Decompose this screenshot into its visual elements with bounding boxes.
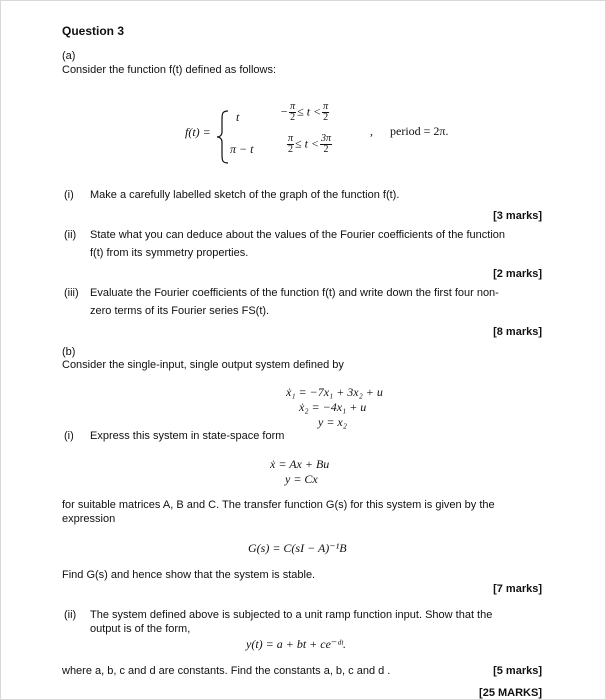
comma: ,: [370, 124, 373, 138]
fraction-3pi-over-2: $\frac{3\pi}{2}$: [321, 133, 332, 155]
case2-expr: π − t: [230, 142, 254, 156]
fraction-pi-over-2: $\frac{\pi}{2}$: [323, 101, 329, 123]
item-b-i-number: (i): [64, 430, 74, 442]
item-a-ii-line1: State what you can deduce about the values of the Fourier coefficients of the function: [90, 229, 506, 241]
case2-condition: [286, 134, 333, 155]
item-a-i-text: Make a carefully labelled sketch of the graph of the function f(t).: [90, 189, 400, 201]
item-b-i-text: Express this system in state-space form: [90, 430, 285, 442]
equation-x1-dot: ẋ₁ = −7x₁ + 3x₂ + u: [286, 385, 383, 399]
period-statement: period = 2π.: [390, 124, 449, 138]
item-a-iii-number: (iii): [64, 287, 79, 299]
item-a-ii-line2: f(t) from its symmetry properties.: [90, 247, 249, 259]
item-b-ii-line1: The system defined above is subjected to a unit ramp function input. Show that the: [90, 609, 493, 621]
equation-output: y = x₂: [318, 415, 347, 429]
item-a-i-number: (i): [64, 189, 74, 201]
inequality: ≤ t <: [295, 136, 320, 151]
minus-sign: −: [280, 104, 289, 119]
part-b-label: (b): [62, 346, 76, 358]
part-a-label: (a): [62, 50, 76, 62]
question-title: Question 3: [62, 24, 125, 38]
function-name: f(t) =: [185, 125, 211, 139]
output-equation: y = Cx: [285, 472, 318, 486]
equation-x2-dot: ẋ₂ = −4x₁ + u: [299, 400, 367, 414]
where-constants-text: where a, b, c and d are constants. Find the constants a, b, c and d .: [62, 665, 391, 677]
item-a-iii-line1: Evaluate the Fourier coefficients of the function f(t) and write down the first four non-: [90, 287, 499, 299]
marks-a-i: [3 marks]: [493, 210, 542, 222]
inequality: ≤ t <: [297, 104, 322, 119]
state-equation: ẋ = Ax + Bu: [270, 457, 330, 471]
item-a-iii-line2: zero terms of its Fourier series FS(t).: [90, 305, 270, 317]
item-b-ii-number: (ii): [64, 609, 77, 621]
marks-b-i: [7 marks]: [493, 583, 542, 595]
marks-b-ii: [5 marks]: [493, 665, 542, 677]
transfer-line1: for suitable matrices A, B and C. The transfer function G(s) for this system is given by the: [62, 499, 495, 511]
find-gs-text: Find G(s) and hence show that the system is stable.: [62, 569, 316, 581]
left-brace-icon: [216, 110, 230, 164]
part-b-intro: Consider the single-input, single output system defined by: [62, 359, 344, 371]
transfer-line2: expression: [62, 513, 116, 525]
output-form: y(t) = a + bt + ce⁻ᵈᵗ.: [246, 637, 347, 651]
fraction-pi-over-2: $\frac{\pi}{2}$: [288, 133, 294, 155]
transfer-function: G(s) = C(sI − A)⁻¹B: [248, 541, 347, 555]
item-b-ii-line2: output is of the form,: [90, 623, 191, 635]
marks-a-ii: [2 marks]: [493, 268, 542, 280]
item-a-ii-number: (ii): [64, 229, 77, 241]
total-marks: [25 MARKS]: [479, 687, 542, 699]
part-a-intro: Consider the function f(t) defined as follows:: [62, 64, 277, 76]
fraction-pi-over-2: $\frac{\pi}{2}$: [290, 101, 296, 123]
case1-expr: t: [236, 110, 240, 124]
marks-a-iii: [8 marks]: [493, 326, 542, 338]
case1-condition: [280, 102, 330, 123]
